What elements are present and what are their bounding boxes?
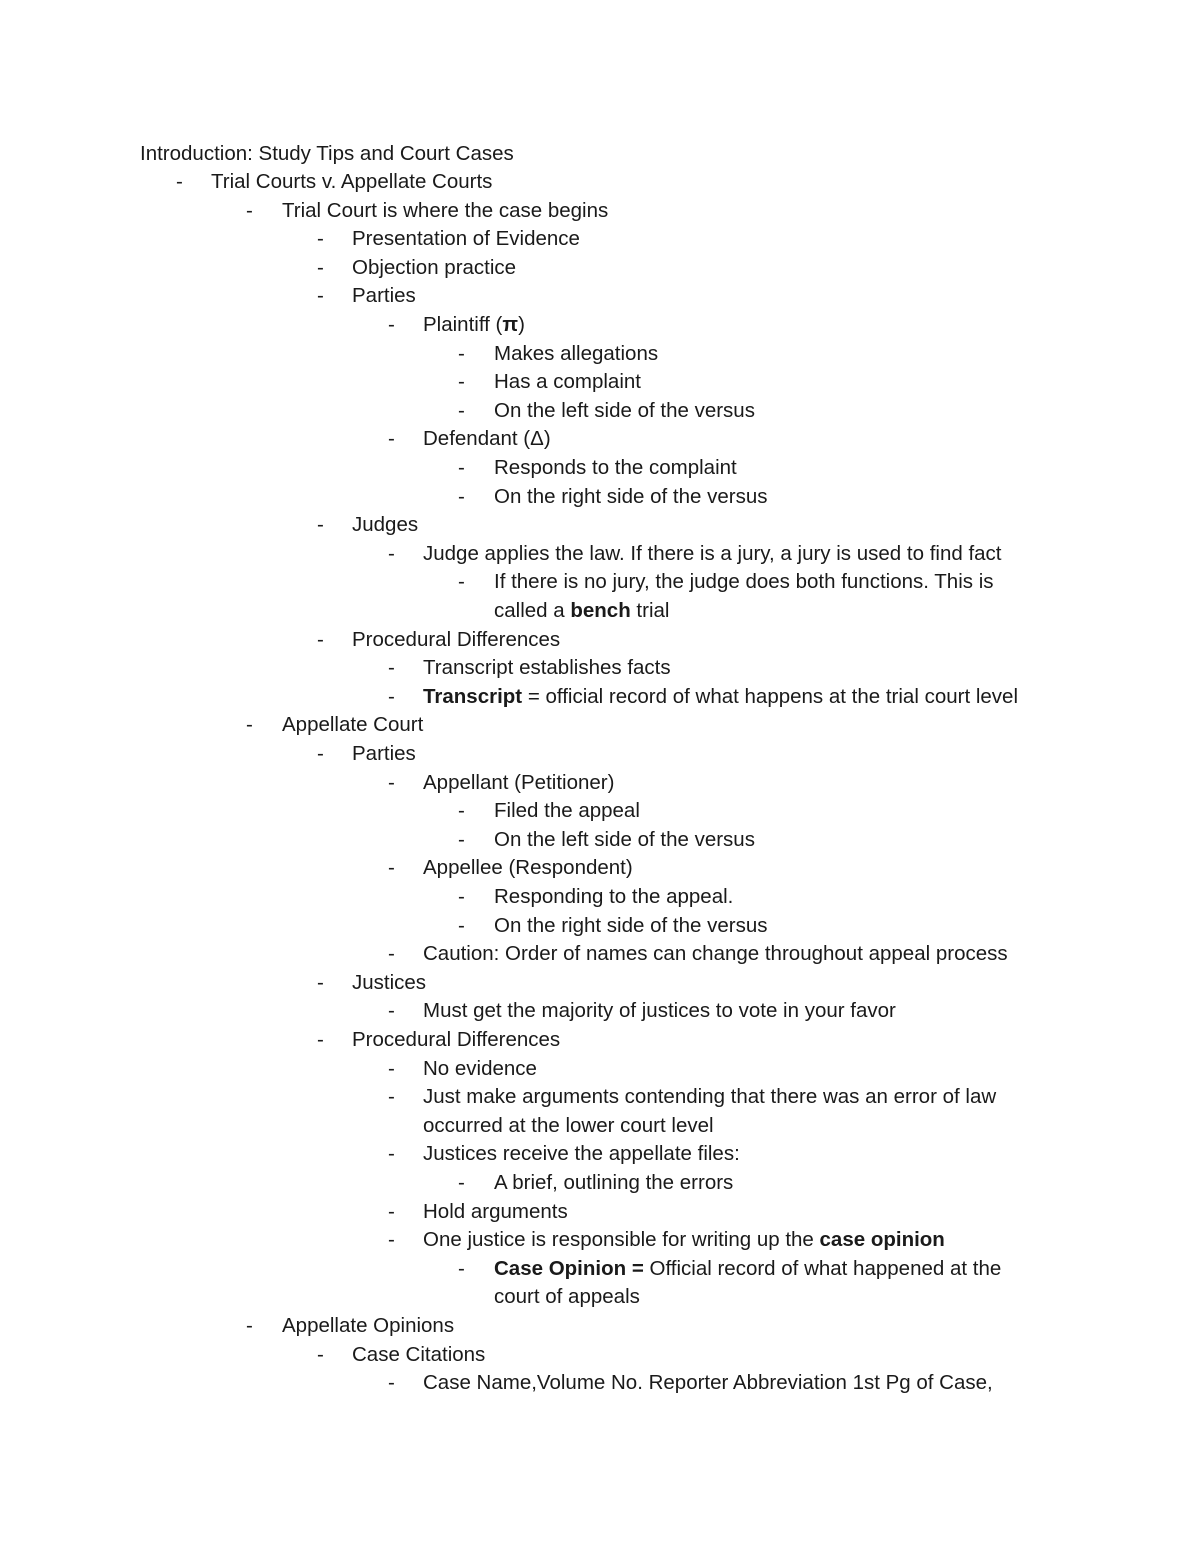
item-text: On the right side of the versus — [494, 914, 768, 937]
bullet-dash: - — [458, 570, 465, 593]
item-text: Judges — [352, 513, 419, 536]
item-text: Just make arguments contending that there was an error of law — [423, 1085, 997, 1108]
list-item — [423, 856, 633, 880]
item-text: On the left side of the versus — [494, 399, 755, 422]
item-text: One justice is responsible for writing up the — [423, 1228, 820, 1251]
list-item — [352, 1028, 560, 1052]
list-item — [352, 513, 418, 537]
item-text: Judge applies the law. If there is a jury, a jury is used to find fact — [423, 542, 1002, 565]
bullet-dash: - — [388, 542, 395, 565]
list-item — [352, 742, 416, 766]
list-item-continuation — [494, 599, 669, 623]
bullet-dash: - — [317, 1343, 324, 1366]
bullet-dash: - — [458, 914, 465, 937]
page-title: Introduction: Study Tips and Court Cases — [140, 142, 514, 165]
bullet-dash: - — [388, 999, 395, 1022]
list-item — [494, 485, 767, 509]
item-text: called a — [494, 599, 571, 622]
bullet-dash: - — [388, 856, 395, 879]
list-item — [494, 885, 733, 909]
bullet-dash: - — [317, 227, 324, 250]
bullet-dash: - — [458, 828, 465, 851]
bullet-dash: - — [388, 942, 395, 965]
item-text: Appellate Opinions — [282, 1314, 455, 1337]
bullet-dash: - — [458, 342, 465, 365]
list-item — [282, 713, 423, 737]
bullet-dash: - — [458, 1171, 465, 1194]
item-text: Responding to the appeal. — [494, 885, 734, 908]
list-item — [423, 1200, 568, 1224]
list-item — [352, 628, 560, 652]
item-text: Presentation of Evidence — [352, 227, 580, 250]
item-text: Justices receive the appellate files: — [423, 1142, 740, 1165]
bullet-dash: - — [388, 1200, 395, 1223]
bullet-dash: - — [388, 771, 395, 794]
item-text: Caution: Order of names can change throughout appeal process — [423, 942, 1008, 965]
bullet-dash: - — [317, 256, 324, 279]
item-text: Procedural Differences — [352, 628, 561, 651]
item-text: occurred at the lower court level — [423, 1114, 714, 1137]
item-text: Justices — [352, 971, 427, 994]
bullet-dash: - — [317, 628, 324, 651]
bullet-dash: - — [458, 456, 465, 479]
list-item — [423, 313, 525, 337]
bold-term: case opinion — [819, 1228, 945, 1251]
bullet-dash: - — [317, 284, 324, 307]
list-item — [494, 456, 737, 480]
list-item — [352, 284, 416, 308]
bullet-dash: - — [317, 971, 324, 994]
bullet-dash: - — [388, 1057, 395, 1080]
list-item — [494, 828, 755, 852]
bullet-dash: - — [388, 313, 395, 336]
bullet-dash: - — [458, 885, 465, 908]
list-item — [494, 399, 755, 423]
bullet-dash: - — [388, 1142, 395, 1165]
list-item — [494, 342, 658, 366]
bullet-dash: - — [458, 799, 465, 822]
bullet-dash: - — [388, 1085, 395, 1108]
item-text: If there is no jury, the judge does both functions. This is — [494, 570, 994, 593]
list-item — [423, 1228, 945, 1252]
item-text: On the right side of the versus — [494, 485, 768, 508]
list-item — [494, 1257, 1001, 1281]
list-item — [423, 1057, 537, 1081]
item-text: Appellee (Respondent) — [423, 856, 633, 879]
item-text: Hold arguments — [423, 1200, 568, 1223]
list-item — [423, 999, 896, 1023]
bullet-dash: - — [388, 427, 395, 450]
item-text: Filed the appeal — [494, 799, 640, 822]
list-item — [282, 199, 608, 223]
list-item — [494, 370, 641, 394]
list-item — [423, 1142, 740, 1166]
list-item — [423, 427, 551, 451]
item-text: Plaintiff ( — [423, 313, 503, 336]
list-item — [211, 170, 492, 194]
item-text: Objection practice — [352, 256, 517, 279]
bullet-dash: - — [458, 370, 465, 393]
list-item — [494, 1171, 733, 1195]
item-text: court of appeals — [494, 1285, 640, 1308]
item-text: Case Citations — [352, 1343, 486, 1366]
item-text: Parties — [352, 284, 416, 307]
bullet-dash: - — [246, 199, 253, 222]
item-text: Must get the majority of justices to vote in your favor — [423, 999, 896, 1022]
item-text: ) — [518, 313, 525, 336]
bold-term: π — [502, 313, 519, 336]
list-item — [352, 971, 426, 995]
list-item — [423, 942, 1008, 966]
bullet-dash: - — [317, 742, 324, 765]
item-text: Trial Courts v. Appellate Courts — [211, 170, 493, 193]
list-item — [282, 1314, 454, 1338]
bold-term: bench — [570, 599, 631, 622]
list-item — [352, 1343, 485, 1367]
list-item — [423, 771, 614, 795]
item-text: Appellant (Petitioner) — [423, 771, 615, 794]
list-item — [494, 799, 640, 823]
bullet-dash: - — [458, 1257, 465, 1280]
bullet-dash: - — [246, 713, 253, 736]
list-item — [494, 570, 994, 594]
bullet-dash: - — [388, 656, 395, 679]
bullet-dash: - — [317, 1028, 324, 1051]
list-item — [423, 542, 1001, 566]
bold-term: Case Opinion = — [494, 1257, 644, 1280]
bullet-dash: - — [388, 1371, 395, 1394]
bullet-dash: - — [388, 1228, 395, 1251]
bullet-dash: - — [388, 685, 395, 708]
item-text: Makes allegations — [494, 342, 659, 365]
item-text: Procedural Differences — [352, 1028, 561, 1051]
bold-term: Transcript — [423, 685, 523, 708]
item-text: Responds to the complaint — [494, 456, 737, 479]
list-item — [423, 1085, 996, 1109]
list-item — [423, 685, 1018, 709]
bullet-dash: - — [458, 485, 465, 508]
bullet-dash: - — [458, 399, 465, 422]
item-text: trial — [630, 599, 670, 622]
item-text: Has a complaint — [494, 370, 641, 393]
item-text: Official record of what happened at the — [643, 1257, 1002, 1280]
item-text: Transcript establishes facts — [423, 656, 671, 679]
item-text: A brief, outlining the errors — [494, 1171, 734, 1194]
item-text: Defendant (Δ) — [423, 427, 551, 450]
list-item — [423, 656, 671, 680]
item-text: = official record of what happens at the trial court level — [522, 685, 1019, 708]
list-item-continuation — [423, 1114, 714, 1138]
list-item — [423, 1371, 993, 1395]
bullet-dash: - — [317, 513, 324, 536]
item-text: Trial Court is where the case begins — [282, 199, 609, 222]
list-item — [494, 914, 767, 938]
list-item — [352, 256, 516, 280]
item-text: Case Name,Volume No. Reporter Abbreviation 1st Pg of Case, — [423, 1371, 993, 1394]
bullet-dash: - — [176, 170, 183, 193]
item-text: Parties — [352, 742, 416, 765]
item-text: On the left side of the versus — [494, 828, 755, 851]
item-text: Appellate Court — [282, 713, 424, 736]
bullet-dash: - — [246, 1314, 253, 1337]
list-item-continuation — [494, 1285, 640, 1309]
list-item — [352, 227, 580, 251]
item-text: No evidence — [423, 1057, 537, 1080]
